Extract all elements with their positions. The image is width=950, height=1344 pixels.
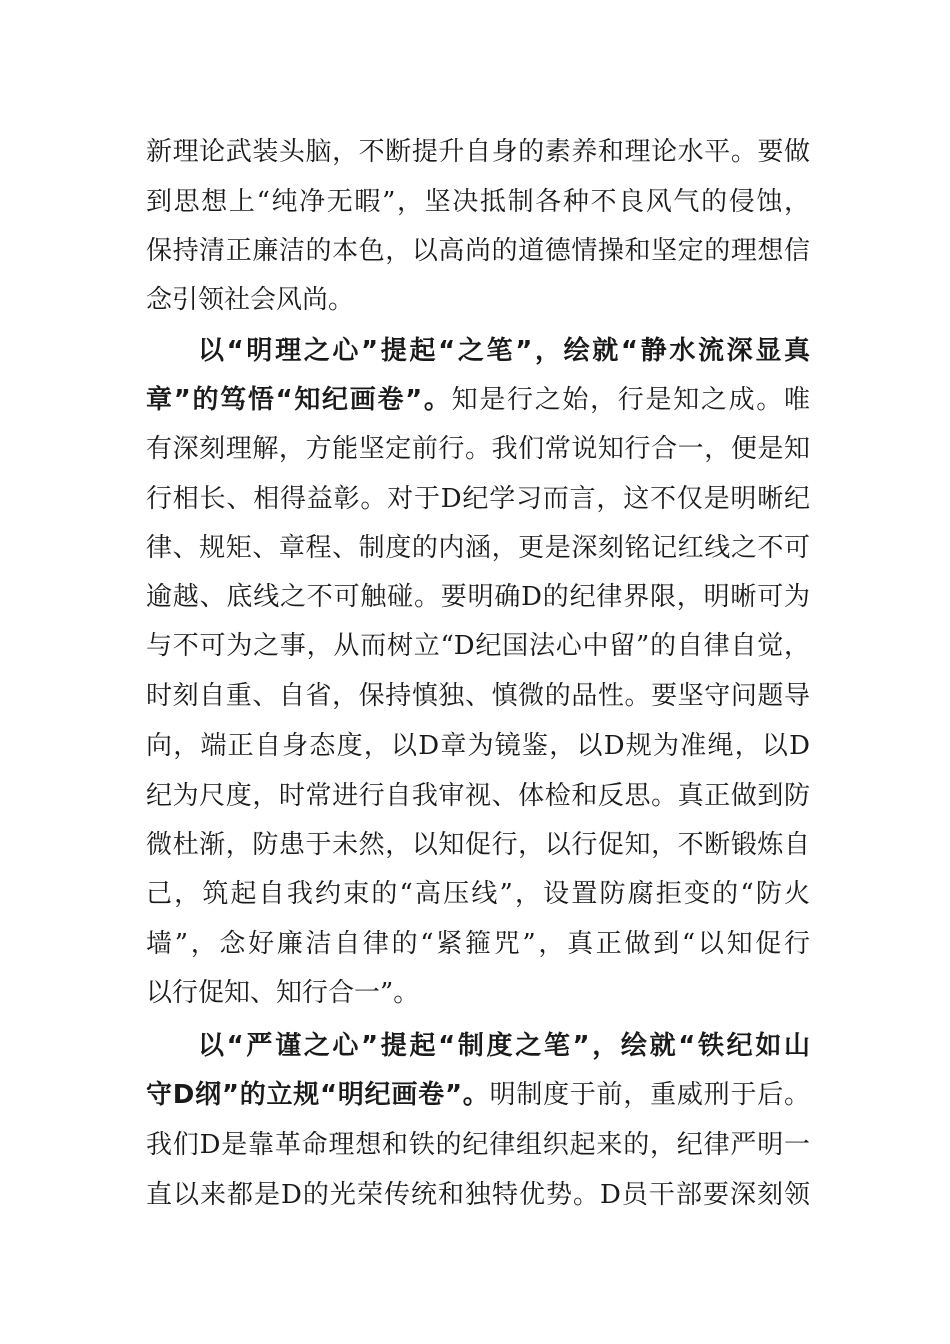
paragraph1-line: 新理论武装头脑，不断提升自身的素养和理论水平。要做 [146,137,810,167]
paragraph2-line [146,375,810,425]
paragraph2-line: 与不可为之事，从而树立“D纪国法心中留”的自律自觉， [146,631,810,661]
paragraph1-line: 到思想上“纯净无暇”，坚决抵制各种不良风气的侵蚀， [146,187,810,217]
paragraph3-heading-end: 守D纲”的立规“明纪画卷”。 [146,1080,490,1110]
paragraph2-line: 有深刻理解，方能坚定前行。我们常说知行合一，便是知 [146,434,810,464]
paragraph1-line: 念引领社会风尚。 [146,285,355,315]
paragraph2-line: 行相长、相得益彰。对于D纪学习而言，这不仅是明晰纪 [146,484,810,514]
paragraph3-line-rest: 明制度于前，重威刑于后。 [489,1080,810,1110]
paragraph2-line: 时刻自重、自省，保持慎独、慎微的品性。要坚守问题导 [146,681,810,711]
paragraph2-line: 以行促知、知行合一”。 [146,978,420,1008]
paragraph2-line: 向，端正自身态度，以D章为镜鉴，以D规为准绳，以D [146,731,810,761]
paragraph2-line: 己，筑起自我约束的“高压线”，设置防腐拒变的“防火 [146,879,810,909]
paragraph2-line: 墙”，念好廉洁自律的“紧箍咒”，真正做到“以知促行 [146,929,810,959]
paragraph2-line: 微杜渐，防患于未然，以知促行，以行促知，不断锻炼自 [146,830,810,860]
paragraph1-line: 保持清正廉洁的本色，以高尚的道德情操和坚定的理想信 [146,236,810,266]
paragraph2-line-rest: 知是行之始，行是知之成。唯 [451,385,810,415]
paragraph2-heading: 以“明理之心”提起“之笔”，绘就“静水流深显真 [198,336,810,366]
paragraph3-heading: 以“严谨之心”提起“制度之笔”，绘就“铁纪如山 [198,1031,810,1061]
paragraph2-line: 纪为尺度，时常进行自我审视、体检和反思。真正做到防 [146,781,810,811]
paragraph3-line [146,1070,810,1120]
paragraph2-line: 律、规矩、章程、制度的内涵，更是深刻铭记红线之不可 [146,533,810,563]
paragraph2-heading-end: 章”的笃悟“知纪画卷”。 [146,385,452,415]
paragraph2-line: 逾越、底线之不可触碰。要明确D的纪律界限，明晰可为 [146,582,810,612]
paragraph3-line: 我们D是靠革命理想和铁的纪律组织起来的，纪律严明一 [146,1130,810,1160]
paragraph3-line: 直以来都是D的光荣传统和独特优势。D员干部要深刻领 [146,1180,810,1210]
